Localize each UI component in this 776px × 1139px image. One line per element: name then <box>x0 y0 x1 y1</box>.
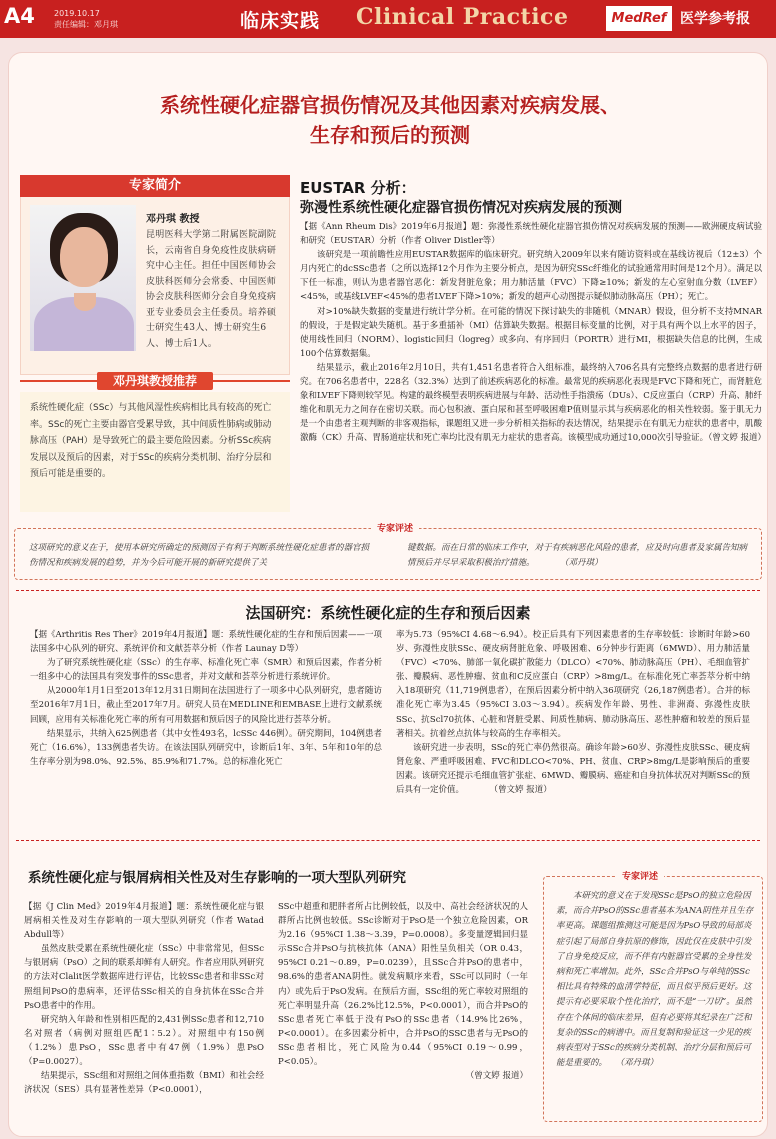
psoriasis-paragraph: 结果提示，SSc组和对照组之间体重指数（BMI）和社会经济状况（SES）具有显著性差异（P<0.0001）， <box>24 1071 264 1096</box>
eustar-paragraph: 对>10%缺失数据的变量进行统计学分析。在可能的情况下探讨缺失的非随机（MNAR）假设，但分析不支持MNAR的假设，于是假定缺失随机。基于多重插补（MI）估算缺失数据。根据目标变量的比例，对于具有两个以上水平的因子，使用线性回归（NORM）、logistic回归（logreg）或多向、有序回归（PORTR）进行MI，根据缺失信息的比例，生成100个估算数据集。 <box>300 306 762 359</box>
section-divider <box>16 590 760 591</box>
expert-comment-box <box>14 524 762 580</box>
france-paragraph: 从2000年1月1日至2013年12月31日期间在法国进行了一项多中心队列研究，患者随访至2016年7月1日，截止至2017年7月。研究人员在MEDLINE和EMBASE上进行文献系统回顾，应用有关标准化死亡率的所有可用数据和预后因子的风险比进行荟萃分析。 <box>30 686 382 725</box>
expert-comment-box-2 <box>543 872 763 1122</box>
section-divider <box>16 840 760 841</box>
eustar-paragraph: 结果显示，截止2016年2月10日，共有1,451名患者符合入组标准，最终纳入706名具有完整终点数据的患者进行研究。在706名患者中，228名（32.3%）达到了前述疾病恶化的标准。最常见的疾病恶化表现是FVC下降和死亡，而肾脏危象和LVEF下降则较罕见。构建的最终模型表明疾病进展与年龄、活动性手指溃疡（DUs）、C反应蛋白（CRP）升高、肺纤维化和肌无力之间存在密切关联。而心包积液、蛋白尿和甚至呼吸困难P值则显示其与疾病恶化的相关性较弱。鉴于肌无力是一个由患者主观判断的非客观指标，课题组又进一步分析相关指标的表达情况，结果提示在有肌无力症状的患者中，肌酸激酶（CK）升高、胃肠道症状和死亡率均比没有肌无力症状的患者高。该模型成功通过10,000次引导验证。（曾文婷 报道） <box>300 362 767 444</box>
france-source: 【据《Arthritis Res Ther》2019年4月报道】题：系统性硬化症的生存和预后因素——一项法国多中心队列的研究、系统评价和文献荟萃分析（作者 Launay D等） <box>30 630 382 655</box>
france-title: 法国研究：系统性硬化症的生存和预后因素 <box>245 604 531 622</box>
recommend-body: 系统性硬化症（SSc）与其他风湿性疾病相比具有较高的死亡率。SSc的死亡主要由器官受累导致，其中间质性肺病或肺动脉高压（PAH）是导致死亡的最主要危险因素。分析SSc疾病发展以及预后的因素，对于SSc的疾病分类机制、治疗分层和预后可能是重要的。 <box>20 392 290 512</box>
eustar-title: EUSTAR 分析： <box>300 179 416 197</box>
expert-bio: 昆明医科大学第二附属医院副院长，云南省自身免疫性皮肤病研究中心主任。担任中国医师协会皮肤科医师分会常委、中国医师协会皮肤科医师分会自身免疫病亚专业委员会主任委员。培养硕士研究生43人、博士研究生6人、博士后1人。 <box>146 230 277 349</box>
psoriasis-column-1 <box>24 900 264 1097</box>
eustar-paragraph: 该研究是一项前瞻性应用EUSTAR数据库的临床研究。研究纳入2009年以来有随访资料或在基线访视后（12±3）个月内死亡的dcSSc患者（之所以选择12个月作为主要分析点，是因为研究SSc纤维化的试验通常用时间是12个月）。满足以下任一标准，则认为患者器官恶化：新发肾脏危象；用力肺活量（FVC）下降≥10%；新发的左心室射血分数（LVEF）<45%，或基线LVEF<45%的患者LVEF下降>10%；新发的超声心动图提示疑似肺动脉高压（PH）；死亡。 <box>300 250 762 303</box>
eustar-article <box>300 220 767 446</box>
main-title-line2: 生存和预后的预测 <box>310 123 470 147</box>
issue-meta <box>54 8 118 30</box>
france-column-left <box>30 628 382 769</box>
section-title-cn: 临床实践 <box>240 10 321 32</box>
expert-comment-right: 键数据。而在日常的临床工作中，对于有疾病恶化风险的患者，应及时向患者及家属告知病情预后并尽早采取积极治疗措施。 （邓丹琪） <box>407 543 748 568</box>
page-number: A4 <box>4 4 35 28</box>
psoriasis-column-2 <box>278 900 528 1083</box>
france-paragraph: 为了研究系统性硬化症（SSc）的生存率、标准化死亡率（SMR）和预后因素，作者分析一组多中心的法国具有突发事件的SSc患者，并对文献和荟萃分析进行系统评价。 <box>30 658 382 683</box>
psoriasis-paragraph: 研究纳入年龄和性别相匹配的2,431例SSc患者和12,710名对照者（病例对照组匹配1∶5.2）。对照组中有150例（1.2%）患PsO，SSc患者中有47例（1.9%）患PsO（P=0.0027）。 <box>24 1014 264 1068</box>
eustar-source: 【据《Ann Rheum Dis》2019年6月报道】题：弥漫性系统性硬化症器官损伤情况对疾病发展的预测——欧洲硬皮病试验和研究（EUSTAR）分析（作者 Oliver Distler等） <box>300 222 762 247</box>
expert-portrait <box>30 205 136 351</box>
psoriasis-signature: （曾文婷 报道） <box>465 1071 528 1082</box>
psoriasis-title: 系统性硬化症与银屑病相关性及对生存影响的一项大型队列研究 <box>28 870 406 886</box>
main-title-line1: 系统性硬化症器官损伤情况及其他因素对疾病发展、 <box>160 93 620 117</box>
france-paragraph: 结果显示，共纳入625例患者（其中女性493名，lcSSc 446例）。研究期间，104例患者死亡（16.6%），133例患者失访。在该法国队列研究中，诊断后1年、3年、5年和10年的总生存率分别为98.0%、92.5%、85.9%和71.7%。总的标准化死亡 <box>30 728 382 767</box>
france-paragraph: 该研究进一步表明，SSc的死亡率仍然很高。确诊年龄>60岁、弥漫性皮肤SSc、硬皮病肾危象、严重呼吸困难、FVC和DLCO<70%、PH、贫血、CRP>8mg/L是影响预后的重要因素。该研究还提示毛细血管扩张症、6MWD、瓣膜病、癌症和自身抗体状况对判断SSc的预后具有一定价值。 （曾文婷 报道） <box>396 742 750 796</box>
expert-comment-body-2: 本研究的意义在于发现SSc是PsO的独立危险因素，而合并PsO的SSc患者基本为ANA阴性并且生存率更高。课题组推测这可能是因为PsO导致的局部炎症引起了局部自身抗原的修饰，因此仅在皮肤中引发了自身免疫反应，而不伴有内脏器官受累的全身性发病和死亡率增加。此外，SSc合并PsO与单纯的SSc相比具有特殊的血清学特征，而且似乎预后更好。这提示有必要采取个性化治疗，而不是“一刀切”。虽然存在个体间的临床差异，但有必要将其纪录在广泛和复杂的SSc的病谱中。而且复制和验证这一少见的疾病表型对于SSc的疾病分类机制、治疗分层和预后可能是重要的。 （邓丹琪） <box>556 891 754 1069</box>
expert-comment-left: 这项研究的意义在于，使用本研究所确定的预测因子有利于判断系统性硬化症患者的器官损伤情况和疾病发展的趋势，并为今后可能开展的新研究提供了关 <box>29 543 370 568</box>
expert-profile-heading: 专家简介 <box>20 175 290 197</box>
france-column-right <box>396 628 750 797</box>
brand-name-cn: 医学参考报 <box>680 11 750 27</box>
expert-comment-tag: 专家评述 <box>371 521 419 534</box>
recommend-heading <box>20 372 290 390</box>
issue-date: 2019.10.17 <box>54 9 100 18</box>
issue-editor: 责任编辑：邓月琪 <box>54 20 118 29</box>
main-title <box>40 90 740 150</box>
france-paragraph: 率为5.73（95%CI 4.68～6.94）。校正后具有下列因素患者的生存率较低：诊断时年龄>60岁、弥漫性皮肤SSc、硬皮病肾脏危象、呼吸困难、6分钟步行距离（6MWD）、用力肺活量（FVC）<70%、肺部一氧化碳扩散能力（DLCO）<70%、肺动脉高压（PH）、毛细血管扩张、瓣膜病、恶性肿瘤、贫血和C反应蛋白（CRP）>8mg/L。在标准化死亡率荟萃分析中纳入18项研究（11,719例患者），在预后因素分析中纳入36项研究（26,187例患者）。合并的标准化死亡率为3.45（95%CI 3.03～3.94）。疾病发作年龄、男性、非洲裔、弥漫性皮肤SSc、抗Scl70抗体、心脏和肾脏受累、间质性肺病、肺动脉高压、恶性肿瘤和较差的预后显著相关。抗着丝点抗体与较高的生存率相关。 <box>396 630 750 739</box>
expert-name: 邓丹琪 教授 <box>146 214 200 225</box>
psoriasis-source: 【据《J Clin Med》2019年4月报道】题：系统性硬化症与银屑病相关性及对生存影响的一项大型队列研究（作者 Watad Abdull等） <box>24 902 264 941</box>
psoriasis-paragraph: 虽然皮肤受累在系统性硬化症（SSc）中非常常见，但SSc与银屑病（PsO）之间的联系却鲜有人研究。作者应用队列研究的方法对Clalit医学数据库进行评估，比较SSc患者和非SSc对照组间PsO的患病率，还评估SSc相关的自身抗体在SSc合并PsO患者中的作用。 <box>24 944 264 1011</box>
expert-comment-tag-2: 专家评述 <box>616 869 664 882</box>
section-title-en: Clinical Practice <box>356 4 569 30</box>
psoriasis-paragraph: SSc中超重和肥胖者所占比例较低，以及中、高社会经济状况的人群所占比例也较低。SSc诊断对于PsO是一个独立危险因素，OR为2.16（95%CI 1.38～3.39，P=0.0008）。多变量逻辑回归显示SSc合并PsO与抗核抗体（ANA）阳性呈负相关（OR 0.43，95%CI 0.21～0.89，P=0.0239），且SSc合并PsO的患者中，98.6%的患者ANA阴性。就发病顺序来看，SSc可以同时（一年内）或先后于PsO发病。在预后方面，SSc组的死亡率较对照组的死亡率明显升高（26.2%比12.5%，P<0.0001），而合并PsO的SSc患者死亡率低于没有PsO的SSc患者（14.9%比26%，P<0.0001）。在多因素分析中，合并PsO的SSC患者与无PsO的SSc患者相比，死亡风险为0.44（95%CI 0.19～0.99，P<0.05）。 <box>278 902 528 1068</box>
eustar-subtitle: 弥漫性系统性硬化症器官损伤情况对疾病发展的预测 <box>300 200 622 216</box>
brand-logo: MedRef <box>606 6 672 31</box>
recommend-heading-label: 邓丹琪教授推荐 <box>97 372 213 390</box>
